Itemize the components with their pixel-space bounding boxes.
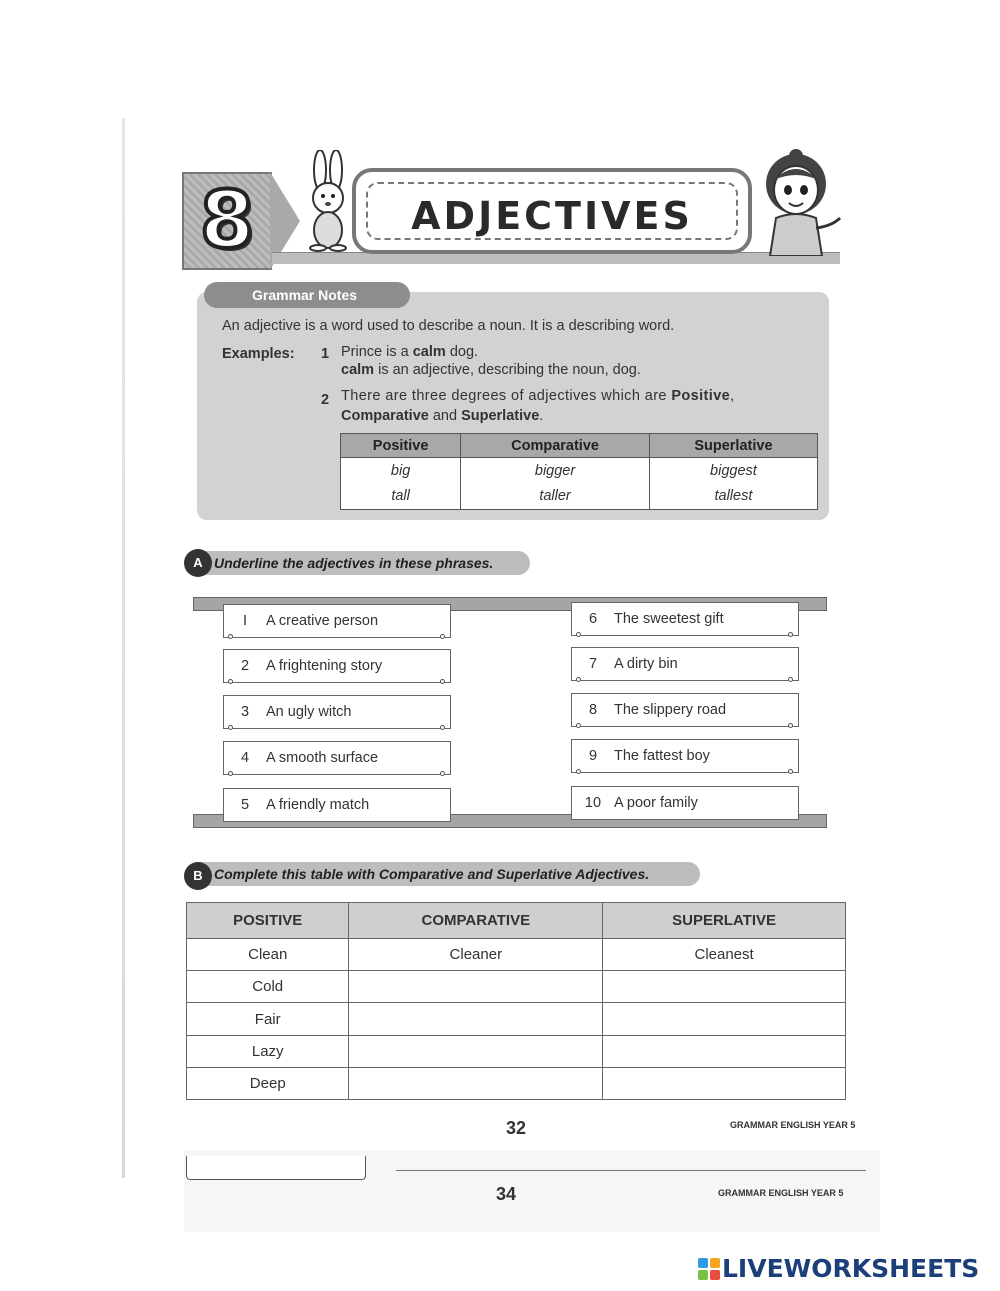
phrase-number: 7 [588,656,598,672]
positive-cell: Lazy [187,1035,349,1067]
book-title: GRAMMAR ENGLISH YEAR 5 [730,1120,856,1130]
phrase-item[interactable] [571,693,799,727]
table-row [187,1067,846,1099]
degrees-header-cell: Comparative [461,434,650,458]
phrase-text[interactable]: The fattest boy [614,748,710,764]
phrase-text[interactable]: A smooth surface [266,750,379,766]
phrase-text[interactable]: A friendly match [266,797,370,813]
card-ring [576,677,581,682]
positive-cell: Deep [187,1067,349,1099]
degrees-cell: bigger [461,458,650,484]
card-ring [576,723,581,728]
column-header-positive: POSITIVE [187,903,349,939]
example-1-line1: Prince is a calm dog. [341,344,479,360]
card-ring [576,632,581,637]
superlative-answer[interactable] [603,971,846,1003]
phrase-text[interactable]: A creative person [266,613,379,629]
table-row [187,939,846,971]
positive-cell: Fair [187,1003,349,1035]
phrase-number: 8 [588,702,598,718]
column-header-superlative: SUPERLATIVE [603,903,846,939]
phrase-text[interactable]: The sweetest gift [614,611,724,627]
comparative-answer[interactable] [349,1067,603,1099]
card-ring [788,677,793,682]
phrase-number: 4 [240,750,250,766]
card-ring [788,769,793,774]
example-1-line2: calm is an adjective, describing the noun, dog. [341,362,641,378]
phrase-item[interactable] [223,695,451,729]
phrase-item[interactable] [223,741,451,775]
degrees-header-cell: Superlative [649,434,817,458]
degrees-cell: big [341,458,461,484]
liveworksheets-logo-icon [698,1258,720,1280]
card-ring [440,725,445,730]
degrees-table-header [341,434,818,458]
example-2-line2: Comparative and Superlative. [341,408,544,424]
degrees-table-row [341,458,818,484]
phrase-item[interactable] [571,739,799,773]
rabbit-illustration [300,150,356,252]
card-ring [440,634,445,639]
phrase-item[interactable] [223,604,451,638]
phrase-item[interactable] [571,647,799,681]
card-ring [228,771,233,776]
grammar-notes-tab: Grammar Notes [204,282,410,308]
phrase-number: 2 [240,658,250,674]
phrase-item[interactable] [223,649,451,683]
phrase-number: 9 [588,748,598,764]
superlative-answer[interactable] [603,1035,846,1067]
card-ring [228,634,233,639]
degrees-cell: tallest [649,484,817,510]
chapter-number: 8 [199,176,255,266]
section-b-instruction: Complete this table with Comparative and Superlative Adjectives. [200,862,700,886]
degrees-cell: tall [341,484,461,510]
section-a-instruction: Underline the adjectives in these phrases. [200,551,530,575]
examples-label: Examples: [222,346,295,362]
superlative-answer[interactable] [603,1003,846,1035]
next-page-line [396,1170,866,1171]
phrase-text[interactable]: A frightening story [266,658,383,674]
card-ring [228,725,233,730]
next-page-box [186,1156,366,1180]
phrase-text[interactable]: An ugly witch [266,704,352,720]
phrase-item[interactable] [571,602,799,636]
next-page-number: 34 [496,1184,517,1204]
title-frame [352,168,752,254]
comparative-answer[interactable] [349,1003,603,1035]
example-2-number: 2 [321,392,330,408]
watermark-brand: LIVEWORKSHEETS [722,1254,980,1283]
comparison-table [186,902,846,1100]
page-number: 32 [506,1118,527,1138]
comparative-answer[interactable] [349,971,603,1003]
comparative-answer[interactable] [349,1035,603,1067]
degrees-table-row [341,484,818,510]
card-ring [788,723,793,728]
scan-edge [122,118,125,1178]
phrase-number: 3 [240,704,250,720]
example-2-line1: There are three degrees of adjectives which are Positive, [341,388,735,404]
table-row [187,1035,846,1067]
degrees-table [340,433,818,510]
phrase-text[interactable]: A dirty bin [614,656,678,672]
superlative-answer[interactable]: Cleanest [603,939,846,971]
example-1-number: 1 [321,346,330,362]
comparison-table-header [187,903,846,939]
card-ring [228,679,233,684]
comparative-answer[interactable]: Cleaner [349,939,603,971]
section-a-badge: A [184,549,212,577]
degrees-cell: biggest [649,458,817,484]
table-row [187,1003,846,1035]
page-title: ADJECTIVES [411,194,693,238]
phrase-text[interactable]: A poor family [614,795,698,811]
card-ring [440,771,445,776]
section-b-badge: B [184,862,212,890]
degrees-cell: taller [461,484,650,510]
phrase-text[interactable]: The slippery road [614,702,727,718]
phrase-item[interactable] [223,788,451,822]
phrase-number: 6 [588,611,598,627]
phrase-item[interactable] [571,786,799,820]
degrees-header-cell: Positive [341,434,461,458]
superlative-answer[interactable] [603,1067,846,1099]
phrase-number: I [242,613,248,629]
table-row [187,971,846,1003]
card-ring [576,769,581,774]
column-header-comparative: COMPARATIVE [349,903,603,939]
phrase-number: 5 [240,797,250,813]
positive-cell: Cold [187,971,349,1003]
chapter-badge [182,172,272,270]
card-ring [788,632,793,637]
card-ring [440,679,445,684]
phrase-number: 10 [584,795,602,811]
girl-illustration [756,148,842,256]
next-book-title: GRAMMAR ENGLISH YEAR 5 [718,1188,844,1198]
positive-cell: Clean [187,939,349,971]
adjective-definition: An adjective is a word used to describe a noun. It is a describing word. [222,318,675,334]
